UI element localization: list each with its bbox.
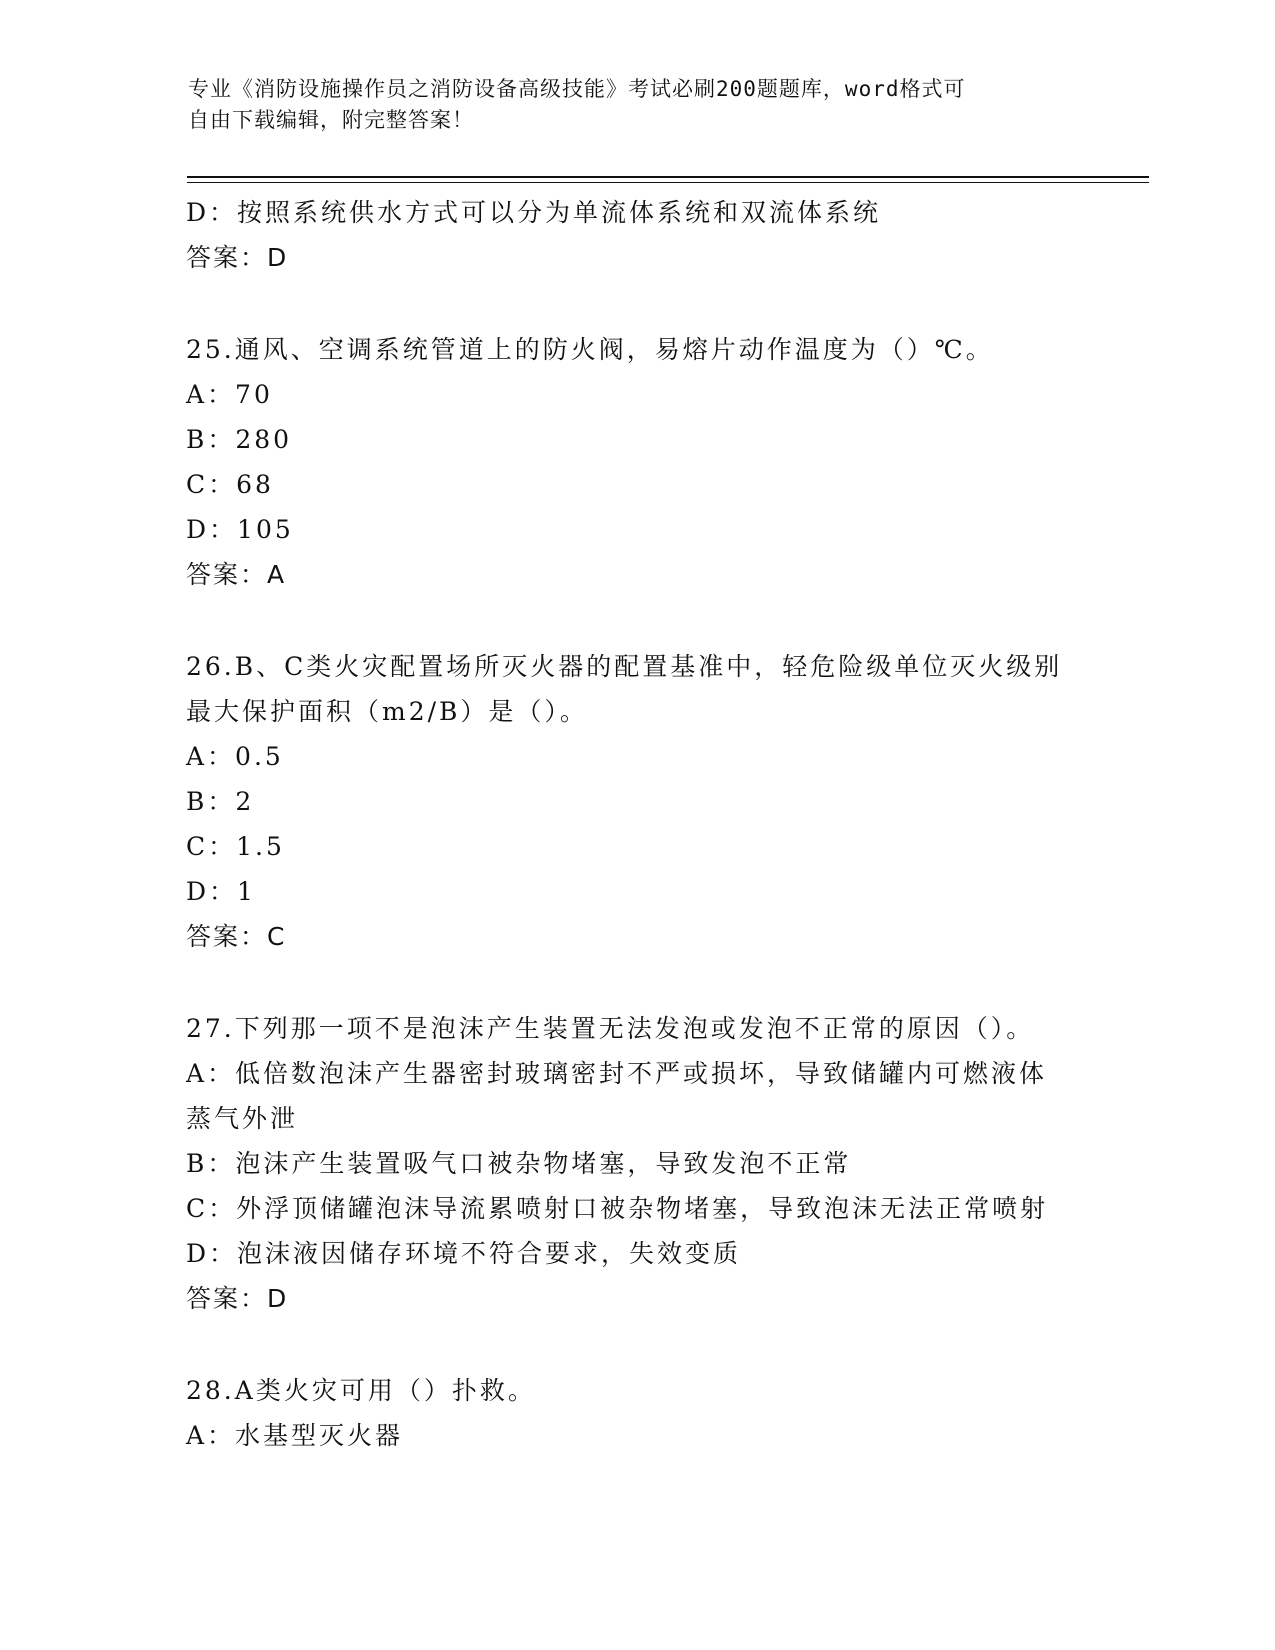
- question-stem: 25.通风、空调系统管道上的防火阀，易熔片动作温度为（）℃。: [186, 335, 994, 364]
- answer: 答案：C: [186, 922, 287, 951]
- option-d: D：1: [186, 877, 256, 906]
- question-stem: 28.A类火灾可用（）扑救。: [186, 1376, 536, 1405]
- header-title-line-1: 专业《消防设施操作员之消防设备高级技能》考试必刷200题题库，word格式可: [188, 77, 966, 101]
- question-stem: 27.下列那一项不是泡沫产生装置无法发泡或发泡不正常的原因（）。: [186, 1014, 1035, 1043]
- option-b: B：280: [186, 425, 293, 454]
- option-b: B：2: [186, 787, 255, 816]
- option-b: B：泡沫产生装置吸气口被杂物堵塞，导致发泡不正常: [186, 1149, 852, 1178]
- option-d: D：105: [186, 515, 294, 544]
- header-title-line-2: 自由下载编辑，附完整答案！: [188, 108, 474, 132]
- option-a: A：0.5: [186, 742, 284, 771]
- answer: 答案：A: [186, 560, 287, 589]
- option-a: A：低倍数泡沫产生器密封玻璃密封不严或损坏，导致储罐内可燃液体: [186, 1059, 1048, 1088]
- question-28: [186, 1368, 1086, 1458]
- document-body: [186, 190, 1086, 1458]
- header-rule-thick: [187, 176, 1149, 178]
- option-a: A：70: [186, 380, 273, 409]
- question-27: [186, 1006, 1086, 1321]
- option-d: D：泡沫液因储存环境不符合要求，失效变质: [186, 1239, 742, 1268]
- header-rule-thin: [187, 182, 1149, 183]
- spacer: [186, 959, 1086, 1006]
- spacer: [186, 597, 1086, 644]
- spacer: [186, 280, 1086, 327]
- question-25: [186, 327, 1086, 597]
- question-26: [186, 644, 1086, 959]
- answer: 答案：D: [186, 1284, 289, 1313]
- document-header: [188, 74, 1068, 136]
- option-a-continued: 蒸气外泄: [186, 1104, 299, 1133]
- option-c: C：68: [186, 470, 274, 499]
- spacer: [186, 1321, 1086, 1368]
- prev-option-d: D：按照系统供水方式可以分为单流体系统和双流体系统: [186, 198, 882, 227]
- option-c: C：1.5: [186, 832, 285, 861]
- prev-answer: 答案：D: [186, 243, 289, 272]
- option-a: A：水基型灭火器: [186, 1421, 404, 1450]
- question-stem-line-1: 26.B、C类火灾配置场所灭火器的配置基准中，轻危险级单位灭火级别: [186, 652, 1063, 681]
- option-c: C：外浮顶储罐泡沫导流累喷射口被杂物堵塞，导致泡沫无法正常喷射: [186, 1194, 1049, 1223]
- question-stem-line-2: 最大保护面积（m2/B）是（）。: [186, 697, 588, 726]
